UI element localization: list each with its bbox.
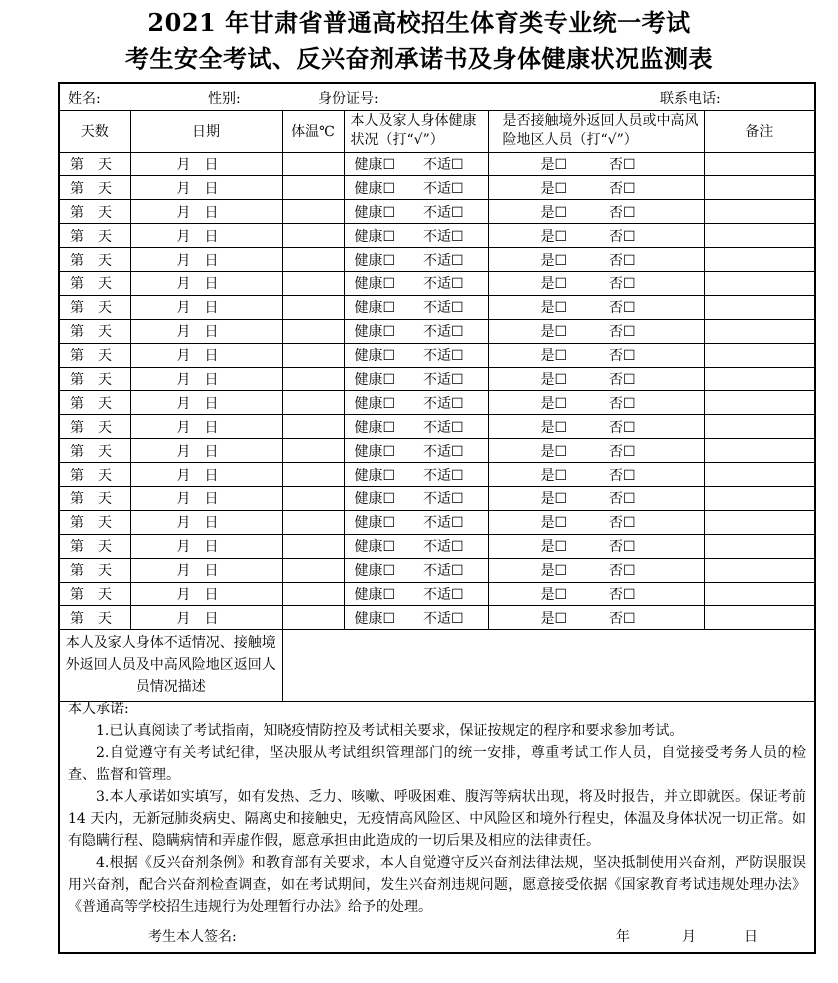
temperature-cell[interactable] xyxy=(282,534,344,558)
temperature-cell[interactable] xyxy=(282,486,344,510)
day-cell: 第 天 xyxy=(60,415,130,439)
gender-label: 性别: xyxy=(208,91,241,107)
health-status-cell[interactable]: 健康☐ 不适☐ xyxy=(344,606,488,630)
header-temperature: 体温℃ xyxy=(282,110,344,152)
contact-status-cell[interactable]: 是☐ 否☐ xyxy=(488,463,704,487)
contact-status-cell[interactable]: 是☐ 否☐ xyxy=(488,606,704,630)
health-status-cell[interactable]: 健康☐ 不适☐ xyxy=(344,295,488,319)
table-row xyxy=(60,176,814,200)
table-row xyxy=(60,391,814,415)
header-health-status: 本人及家人身体健康状况（打“√”） xyxy=(344,110,488,152)
health-status-cell[interactable]: 健康☐ 不适☐ xyxy=(344,582,488,606)
temperature-cell[interactable] xyxy=(282,224,344,248)
pledge-item-4: 4.根据《反兴奋剂条例》和教育部有关要求，本人自觉遵守反兴奋剂法律法规，坚决抵制使用兴奋剂，严防误服误用兴奋剂，配合兴奋剂检查调查，如在考试期间，发生兴奋剂违规问题，愿意接受依据《国家教育考试违规处理办法》《普通高等学校招生违规行为处理暂行办法》给予的处理。 xyxy=(68,855,806,915)
table-row xyxy=(60,200,814,224)
personal-info-row xyxy=(60,84,814,110)
name-label: 姓名: xyxy=(68,91,101,107)
temperature-cell[interactable] xyxy=(282,295,344,319)
day-cell: 第 天 xyxy=(60,534,130,558)
day-cell: 第 天 xyxy=(60,200,130,224)
date-cell: 月 日 xyxy=(130,295,282,319)
contact-status-cell[interactable]: 是☐ 否☐ xyxy=(488,271,704,295)
temperature-cell[interactable] xyxy=(282,200,344,224)
date-cell: 月 日 xyxy=(130,415,282,439)
remark-cell[interactable] xyxy=(704,606,814,630)
health-status-cell[interactable]: 健康☐ 不适☐ xyxy=(344,343,488,367)
contact-status-cell[interactable]: 是☐ 否☐ xyxy=(488,558,704,582)
remark-cell[interactable] xyxy=(704,439,814,463)
contact-status-cell[interactable]: 是☐ 否☐ xyxy=(488,510,704,534)
remark-cell[interactable] xyxy=(704,582,814,606)
remark-cell[interactable] xyxy=(704,176,814,200)
day-cell: 第 天 xyxy=(60,248,130,272)
day-cell: 第 天 xyxy=(60,343,130,367)
table-row xyxy=(60,415,814,439)
health-status-cell[interactable]: 健康☐ 不适☐ xyxy=(344,319,488,343)
temperature-cell[interactable] xyxy=(282,176,344,200)
day-cell: 第 天 xyxy=(60,439,130,463)
day-cell: 第 天 xyxy=(60,558,130,582)
header-contact-status: 是否接触境外返回人员或中高风险地区人员（打“√”） xyxy=(488,110,704,152)
table-row xyxy=(60,439,814,463)
temperature-cell[interactable] xyxy=(282,415,344,439)
table-row xyxy=(60,224,814,248)
remark-cell[interactable] xyxy=(704,558,814,582)
date-cell: 月 日 xyxy=(130,606,282,630)
temperature-cell[interactable] xyxy=(282,582,344,606)
description-field[interactable] xyxy=(282,630,814,702)
contact-status-cell[interactable]: 是☐ 否☐ xyxy=(488,439,704,463)
remark-cell[interactable] xyxy=(704,319,814,343)
table-row xyxy=(60,558,814,582)
pledge-item-3: 3.本人承诺如实填写，如有发热、乏力、咳嗽、呼吸困难、腹泻等病状出现，将及时报告，并立即就医。保证考前 14 天内，无新冠肺炎病史、隔离史和接触史，无疫情高风险区、中风险区和境外行程史，体温及身体状况一切正常。如有隐瞒行程、隐瞒病情和弄虚作假，愿意承担由此造成的一切后果及相应的法律责任。 xyxy=(68,789,806,849)
remark-cell[interactable] xyxy=(704,224,814,248)
remark-cell[interactable] xyxy=(704,534,814,558)
date-cell: 月 日 xyxy=(130,152,282,176)
temperature-cell[interactable] xyxy=(282,463,344,487)
header-remark: 备注 xyxy=(704,110,814,152)
date-cell: 月 日 xyxy=(130,391,282,415)
health-status-cell[interactable]: 健康☐ 不适☐ xyxy=(344,200,488,224)
temperature-cell[interactable] xyxy=(282,367,344,391)
temperature-cell[interactable] xyxy=(282,152,344,176)
health-status-cell[interactable]: 健康☐ 不适☐ xyxy=(344,439,488,463)
health-status-cell[interactable]: 健康☐ 不适☐ xyxy=(344,176,488,200)
pledge-title: 本人承诺: xyxy=(68,701,129,717)
signature-day: 日 xyxy=(744,929,758,945)
date-cell: 月 日 xyxy=(130,224,282,248)
day-cell: 第 天 xyxy=(60,319,130,343)
header-date: 日期 xyxy=(130,110,282,152)
day-cell: 第 天 xyxy=(60,224,130,248)
remark-cell[interactable] xyxy=(704,367,814,391)
date-cell: 月 日 xyxy=(130,343,282,367)
contact-status-cell[interactable]: 是☐ 否☐ xyxy=(488,391,704,415)
remark-cell[interactable] xyxy=(704,463,814,487)
signature-label: 考生本人签名: xyxy=(148,929,237,945)
day-cell: 第 天 xyxy=(60,176,130,200)
health-status-cell[interactable]: 健康☐ 不适☐ xyxy=(344,510,488,534)
temperature-cell[interactable] xyxy=(282,439,344,463)
date-cell: 月 日 xyxy=(130,200,282,224)
contact-status-cell[interactable]: 是☐ 否☐ xyxy=(488,486,704,510)
contact-status-cell[interactable]: 是☐ 否☐ xyxy=(488,534,704,558)
temperature-cell[interactable] xyxy=(282,558,344,582)
remark-cell[interactable] xyxy=(704,391,814,415)
temperature-cell[interactable] xyxy=(282,391,344,415)
date-cell: 月 日 xyxy=(130,176,282,200)
signature-month: 月 xyxy=(682,929,696,945)
signature-line xyxy=(60,924,814,950)
date-cell: 月 日 xyxy=(130,439,282,463)
table-row xyxy=(60,606,814,630)
day-cell: 第 天 xyxy=(60,486,130,510)
date-cell: 月 日 xyxy=(130,558,282,582)
phone-label: 联系电话: xyxy=(660,91,721,107)
table-row xyxy=(60,534,814,558)
remark-cell[interactable] xyxy=(704,200,814,224)
contact-status-cell[interactable]: 是☐ 否☐ xyxy=(488,200,704,224)
remark-cell[interactable] xyxy=(704,271,814,295)
health-status-cell[interactable]: 健康☐ 不适☐ xyxy=(344,415,488,439)
contact-status-cell[interactable]: 是☐ 否☐ xyxy=(488,248,704,272)
description-label: 本人及家人身体不适情况、接触境外返回人员及中高风险地区返回人员情况描述 xyxy=(60,630,282,702)
temperature-cell[interactable] xyxy=(282,606,344,630)
day-cell: 第 天 xyxy=(60,295,130,319)
description-row xyxy=(60,630,814,702)
contact-status-cell[interactable]: 是☐ 否☐ xyxy=(488,582,704,606)
health-status-cell[interactable]: 健康☐ 不适☐ xyxy=(344,486,488,510)
pledge-item-1: 1.已认真阅读了考试指南，知晓疫情防控及考试相关要求，保证按规定的程序和要求参加考试。 xyxy=(96,723,684,739)
temperature-cell[interactable] xyxy=(282,510,344,534)
remark-cell[interactable] xyxy=(704,248,814,272)
contact-status-cell[interactable]: 是☐ 否☐ xyxy=(488,343,704,367)
table-row xyxy=(60,510,814,534)
date-cell: 月 日 xyxy=(130,486,282,510)
health-status-cell[interactable]: 健康☐ 不适☐ xyxy=(344,367,488,391)
day-cell: 第 天 xyxy=(60,582,130,606)
remark-cell[interactable] xyxy=(704,343,814,367)
date-cell: 月 日 xyxy=(130,582,282,606)
pledge-section xyxy=(60,698,814,918)
health-status-cell[interactable]: 健康☐ 不适☐ xyxy=(344,463,488,487)
temperature-cell[interactable] xyxy=(282,343,344,367)
day-cell: 第 天 xyxy=(60,463,130,487)
table-row xyxy=(60,319,814,343)
remark-cell[interactable] xyxy=(704,486,814,510)
table-row xyxy=(60,152,814,176)
remark-cell[interactable] xyxy=(704,510,814,534)
table-header-row xyxy=(60,110,814,152)
day-cell: 第 天 xyxy=(60,152,130,176)
contact-status-cell[interactable]: 是☐ 否☐ xyxy=(488,319,704,343)
contact-status-cell[interactable]: 是☐ 否☐ xyxy=(488,176,704,200)
health-status-cell[interactable]: 健康☐ 不适☐ xyxy=(344,391,488,415)
remark-cell[interactable] xyxy=(704,152,814,176)
contact-status-cell[interactable]: 是☐ 否☐ xyxy=(488,295,704,319)
temperature-cell[interactable] xyxy=(282,319,344,343)
day-cell: 第 天 xyxy=(60,271,130,295)
table-row xyxy=(60,367,814,391)
day-cell: 第 天 xyxy=(60,367,130,391)
health-status-cell[interactable]: 健康☐ 不适☐ xyxy=(344,271,488,295)
day-cell: 第 天 xyxy=(60,510,130,534)
remark-cell[interactable] xyxy=(704,295,814,319)
date-cell: 月 日 xyxy=(130,271,282,295)
health-status-cell[interactable]: 健康☐ 不适☐ xyxy=(344,248,488,272)
table-row xyxy=(60,343,814,367)
contact-status-cell[interactable]: 是☐ 否☐ xyxy=(488,224,704,248)
contact-status-cell[interactable]: 是☐ 否☐ xyxy=(488,152,704,176)
document-title-line1: 2021 年甘肃省普通高校招生体育类专业统一考试 xyxy=(147,8,691,37)
health-status-cell[interactable]: 健康☐ 不适☐ xyxy=(344,152,488,176)
health-status-cell[interactable]: 健康☐ 不适☐ xyxy=(344,534,488,558)
contact-status-cell[interactable]: 是☐ 否☐ xyxy=(488,367,704,391)
table-row xyxy=(60,463,814,487)
health-monitoring-table xyxy=(60,84,814,702)
health-status-cell[interactable]: 健康☐ 不适☐ xyxy=(344,558,488,582)
monitoring-form xyxy=(58,82,816,954)
header-day: 天数 xyxy=(60,110,130,152)
signature-year: 年 xyxy=(616,929,630,945)
temperature-cell[interactable] xyxy=(282,271,344,295)
table-row xyxy=(60,248,814,272)
date-cell: 月 日 xyxy=(130,510,282,534)
date-cell: 月 日 xyxy=(130,248,282,272)
date-cell: 月 日 xyxy=(130,367,282,391)
day-cell: 第 天 xyxy=(60,606,130,630)
document-title-line2: 考生安全考试、反兴奋剂承诺书及身体健康状况监测表 xyxy=(125,44,713,73)
date-cell: 月 日 xyxy=(130,463,282,487)
table-row xyxy=(60,295,814,319)
date-cell: 月 日 xyxy=(130,319,282,343)
temperature-cell[interactable] xyxy=(282,248,344,272)
day-cell: 第 天 xyxy=(60,391,130,415)
table-row xyxy=(60,486,814,510)
date-cell: 月 日 xyxy=(130,534,282,558)
id-number-label: 身份证号: xyxy=(318,91,379,107)
contact-status-cell[interactable]: 是☐ 否☐ xyxy=(488,415,704,439)
table-row xyxy=(60,271,814,295)
remark-cell[interactable] xyxy=(704,415,814,439)
pledge-item-2: 2.自觉遵守有关考试纪律，坚决服从考试组织管理部门的统一安排，尊重考试工作人员，自觉接受考务人员的检查、监督和管理。 xyxy=(68,745,806,783)
table-row xyxy=(60,582,814,606)
health-status-cell[interactable]: 健康☐ 不适☐ xyxy=(344,224,488,248)
